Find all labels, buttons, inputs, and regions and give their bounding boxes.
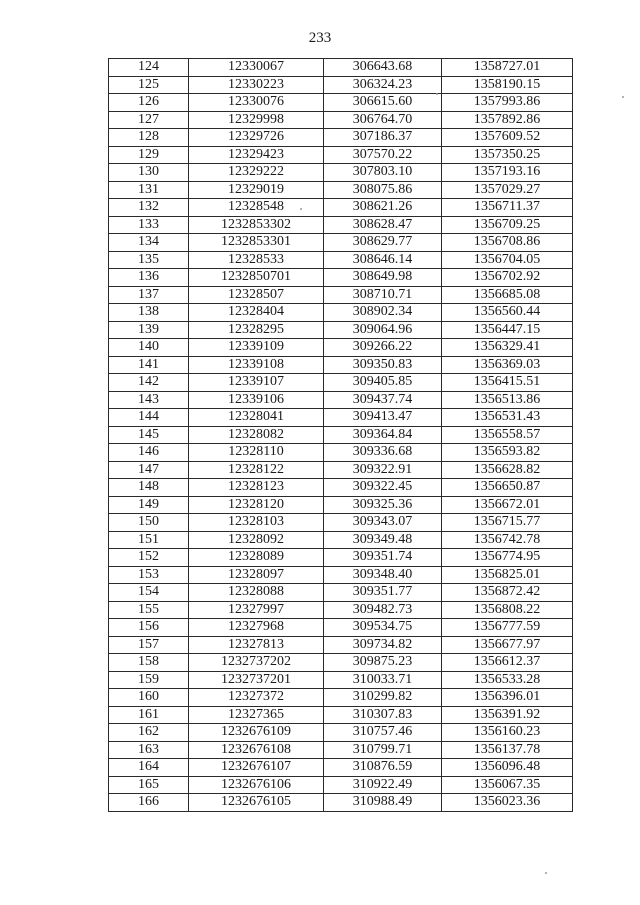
table-row [109, 654, 573, 672]
point-id-cell: 1232676105 [189, 794, 324, 812]
table-row [109, 566, 573, 584]
table-row [109, 181, 573, 199]
point-number-cell: 137 [109, 286, 189, 304]
y-coordinate-cell: 1356774.95 [442, 549, 573, 567]
table-row [109, 794, 573, 812]
point-id-cell: 12327997 [189, 601, 324, 619]
x-coordinate-cell: 309405.85 [324, 374, 442, 392]
y-coordinate-cell: 1356329.41 [442, 339, 573, 357]
point-number-cell: 152 [109, 549, 189, 567]
point-id-cell: 12328123 [189, 479, 324, 497]
point-number-cell: 136 [109, 269, 189, 287]
x-coordinate-cell: 309336.68 [324, 444, 442, 462]
point-number-cell: 153 [109, 566, 189, 584]
point-number-cell: 160 [109, 689, 189, 707]
table-row [109, 321, 573, 339]
x-coordinate-cell: 309437.74 [324, 391, 442, 409]
scan-speck [545, 872, 547, 874]
y-coordinate-cell: 1356677.97 [442, 636, 573, 654]
y-coordinate-cell: 1356702.92 [442, 269, 573, 287]
x-coordinate-cell: 310988.49 [324, 794, 442, 812]
y-coordinate-cell: 1356825.01 [442, 566, 573, 584]
scan-speck [436, 93, 438, 95]
point-number-cell: 158 [109, 654, 189, 672]
x-coordinate-cell: 310876.59 [324, 759, 442, 777]
point-number-cell: 129 [109, 146, 189, 164]
point-number-cell: 140 [109, 339, 189, 357]
point-id-cell: 1232850701 [189, 269, 324, 287]
y-coordinate-cell: 1356391.92 [442, 706, 573, 724]
y-coordinate-cell: 1357193.16 [442, 164, 573, 182]
point-number-cell: 124 [109, 59, 189, 77]
point-number-cell: 141 [109, 356, 189, 374]
point-id-cell: 12339109 [189, 339, 324, 357]
coordinates-table [108, 58, 573, 812]
x-coordinate-cell: 308646.14 [324, 251, 442, 269]
table-row [109, 304, 573, 322]
table-row [109, 584, 573, 602]
point-number-cell: 134 [109, 234, 189, 252]
point-id-cell: 12330223 [189, 76, 324, 94]
point-number-cell: 163 [109, 741, 189, 759]
point-number-cell: 133 [109, 216, 189, 234]
x-coordinate-cell: 310757.46 [324, 724, 442, 742]
y-coordinate-cell: 1356513.86 [442, 391, 573, 409]
point-id-cell: 12327813 [189, 636, 324, 654]
point-id-cell: 12329726 [189, 129, 324, 147]
y-coordinate-cell: 1356137.78 [442, 741, 573, 759]
point-id-cell: 12328507 [189, 286, 324, 304]
point-id-cell: 1232676109 [189, 724, 324, 742]
x-coordinate-cell: 308628.47 [324, 216, 442, 234]
x-coordinate-cell: 308649.98 [324, 269, 442, 287]
table-row [109, 251, 573, 269]
y-coordinate-cell: 1356160.23 [442, 724, 573, 742]
table-row [109, 619, 573, 637]
point-id-cell: 12328533 [189, 251, 324, 269]
point-id-cell: 12328082 [189, 426, 324, 444]
point-number-cell: 150 [109, 514, 189, 532]
point-number-cell: 127 [109, 111, 189, 129]
point-number-cell: 135 [109, 251, 189, 269]
point-number-cell: 128 [109, 129, 189, 147]
x-coordinate-cell: 309350.83 [324, 356, 442, 374]
table-row [109, 426, 573, 444]
y-coordinate-cell: 1356650.87 [442, 479, 573, 497]
table-row [109, 111, 573, 129]
table-row [109, 479, 573, 497]
point-id-cell: 12328097 [189, 566, 324, 584]
point-id-cell: 1232853302 [189, 216, 324, 234]
x-coordinate-cell: 309364.84 [324, 426, 442, 444]
point-id-cell: 1232737201 [189, 671, 324, 689]
point-id-cell: 1232676108 [189, 741, 324, 759]
point-id-cell: 12330067 [189, 59, 324, 77]
point-number-cell: 154 [109, 584, 189, 602]
point-id-cell: 12328041 [189, 409, 324, 427]
point-number-cell: 166 [109, 794, 189, 812]
x-coordinate-cell: 309351.74 [324, 549, 442, 567]
table-row [109, 164, 573, 182]
point-id-cell: 12328120 [189, 496, 324, 514]
table-row [109, 339, 573, 357]
y-coordinate-cell: 1356704.05 [442, 251, 573, 269]
y-coordinate-cell: 1358727.01 [442, 59, 573, 77]
point-id-cell: 12328103 [189, 514, 324, 532]
point-id-cell: 12327968 [189, 619, 324, 637]
point-id-cell: 12329998 [189, 111, 324, 129]
y-coordinate-cell: 1357029.27 [442, 181, 573, 199]
x-coordinate-cell: 310922.49 [324, 776, 442, 794]
table-row [109, 724, 573, 742]
point-number-cell: 125 [109, 76, 189, 94]
table-row [109, 76, 573, 94]
point-id-cell: 12328295 [189, 321, 324, 339]
point-number-cell: 139 [109, 321, 189, 339]
point-number-cell: 149 [109, 496, 189, 514]
y-coordinate-cell: 1356628.82 [442, 461, 573, 479]
y-coordinate-cell: 1356096.48 [442, 759, 573, 777]
y-coordinate-cell: 1356369.03 [442, 356, 573, 374]
point-id-cell: 12329222 [189, 164, 324, 182]
x-coordinate-cell: 310307.83 [324, 706, 442, 724]
y-coordinate-cell: 1356593.82 [442, 444, 573, 462]
table-row [109, 636, 573, 654]
y-coordinate-cell: 1356708.86 [442, 234, 573, 252]
point-id-cell: 1232737202 [189, 654, 324, 672]
x-coordinate-cell: 310799.71 [324, 741, 442, 759]
x-coordinate-cell: 307186.37 [324, 129, 442, 147]
point-number-cell: 143 [109, 391, 189, 409]
point-number-cell: 148 [109, 479, 189, 497]
y-coordinate-cell: 1356533.28 [442, 671, 573, 689]
point-number-cell: 146 [109, 444, 189, 462]
table-row [109, 689, 573, 707]
x-coordinate-cell: 309534.75 [324, 619, 442, 637]
coordinates-table-body [109, 59, 573, 812]
x-coordinate-cell: 309322.91 [324, 461, 442, 479]
x-coordinate-cell: 308621.26 [324, 199, 442, 217]
y-coordinate-cell: 1356808.22 [442, 601, 573, 619]
x-coordinate-cell: 306764.70 [324, 111, 442, 129]
y-coordinate-cell: 1357892.86 [442, 111, 573, 129]
y-coordinate-cell: 1357350.25 [442, 146, 573, 164]
table-row [109, 391, 573, 409]
x-coordinate-cell: 309322.45 [324, 479, 442, 497]
table-row [109, 514, 573, 532]
table-row [109, 409, 573, 427]
point-id-cell: 12328092 [189, 531, 324, 549]
point-id-cell: 1232676107 [189, 759, 324, 777]
x-coordinate-cell: 310299.82 [324, 689, 442, 707]
table-row [109, 199, 573, 217]
scan-speck [300, 208, 302, 210]
table-row [109, 374, 573, 392]
x-coordinate-cell: 307803.10 [324, 164, 442, 182]
x-coordinate-cell: 309348.40 [324, 566, 442, 584]
x-coordinate-cell: 309875.23 [324, 654, 442, 672]
table-row [109, 549, 573, 567]
page-number: 233 [308, 30, 332, 46]
table-row [109, 269, 573, 287]
x-coordinate-cell: 309734.82 [324, 636, 442, 654]
y-coordinate-cell: 1357993.86 [442, 94, 573, 112]
x-coordinate-cell: 308629.77 [324, 234, 442, 252]
y-coordinate-cell: 1356742.78 [442, 531, 573, 549]
point-number-cell: 144 [109, 409, 189, 427]
table-row [109, 356, 573, 374]
point-id-cell: 12328122 [189, 461, 324, 479]
point-id-cell: 12327365 [189, 706, 324, 724]
point-number-cell: 132 [109, 199, 189, 217]
y-coordinate-cell: 1356709.25 [442, 216, 573, 234]
y-coordinate-cell: 1356777.59 [442, 619, 573, 637]
point-id-cell: 12328088 [189, 584, 324, 602]
table-row [109, 286, 573, 304]
table-row [109, 444, 573, 462]
x-coordinate-cell: 309325.36 [324, 496, 442, 514]
point-id-cell: 12339108 [189, 356, 324, 374]
x-coordinate-cell: 308902.34 [324, 304, 442, 322]
y-coordinate-cell: 1356447.15 [442, 321, 573, 339]
table-row [109, 531, 573, 549]
x-coordinate-cell: 309343.07 [324, 514, 442, 532]
x-coordinate-cell: 306615.60 [324, 94, 442, 112]
x-coordinate-cell: 308710.71 [324, 286, 442, 304]
y-coordinate-cell: 1356715.77 [442, 514, 573, 532]
y-coordinate-cell: 1358190.15 [442, 76, 573, 94]
table-row [109, 671, 573, 689]
x-coordinate-cell: 309064.96 [324, 321, 442, 339]
point-number-cell: 157 [109, 636, 189, 654]
point-id-cell: 12328110 [189, 444, 324, 462]
point-id-cell: 12339106 [189, 391, 324, 409]
x-coordinate-cell: 308075.86 [324, 181, 442, 199]
x-coordinate-cell: 309413.47 [324, 409, 442, 427]
table-row [109, 601, 573, 619]
table-row [109, 776, 573, 794]
point-number-cell: 126 [109, 94, 189, 112]
y-coordinate-cell: 1356023.36 [442, 794, 573, 812]
point-id-cell: 12330076 [189, 94, 324, 112]
y-coordinate-cell: 1356396.01 [442, 689, 573, 707]
point-number-cell: 131 [109, 181, 189, 199]
table-row [109, 129, 573, 147]
point-number-cell: 165 [109, 776, 189, 794]
y-coordinate-cell: 1356558.57 [442, 426, 573, 444]
y-coordinate-cell: 1356067.35 [442, 776, 573, 794]
table-row [109, 461, 573, 479]
point-id-cell: 12339107 [189, 374, 324, 392]
y-coordinate-cell: 1356415.51 [442, 374, 573, 392]
x-coordinate-cell: 310033.71 [324, 671, 442, 689]
y-coordinate-cell: 1356672.01 [442, 496, 573, 514]
point-id-cell: 1232676106 [189, 776, 324, 794]
table-row [109, 741, 573, 759]
point-id-cell: 12328548 [189, 199, 324, 217]
y-coordinate-cell: 1356612.37 [442, 654, 573, 672]
point-number-cell: 155 [109, 601, 189, 619]
y-coordinate-cell: 1356872.42 [442, 584, 573, 602]
point-id-cell: 1232853301 [189, 234, 324, 252]
y-coordinate-cell: 1356685.08 [442, 286, 573, 304]
point-number-cell: 147 [109, 461, 189, 479]
table-row [109, 94, 573, 112]
point-id-cell: 12328089 [189, 549, 324, 567]
point-number-cell: 138 [109, 304, 189, 322]
point-id-cell: 12329423 [189, 146, 324, 164]
x-coordinate-cell: 309351.77 [324, 584, 442, 602]
y-coordinate-cell: 1356560.44 [442, 304, 573, 322]
point-number-cell: 161 [109, 706, 189, 724]
point-number-cell: 162 [109, 724, 189, 742]
point-id-cell: 12327372 [189, 689, 324, 707]
table-row [109, 234, 573, 252]
y-coordinate-cell: 1356531.43 [442, 409, 573, 427]
point-number-cell: 151 [109, 531, 189, 549]
table-row [109, 496, 573, 514]
point-number-cell: 156 [109, 619, 189, 637]
x-coordinate-cell: 309349.48 [324, 531, 442, 549]
scan-speck [622, 96, 624, 98]
x-coordinate-cell: 306324.23 [324, 76, 442, 94]
table-row [109, 59, 573, 77]
x-coordinate-cell: 309482.73 [324, 601, 442, 619]
x-coordinate-cell: 307570.22 [324, 146, 442, 164]
point-number-cell: 164 [109, 759, 189, 777]
point-number-cell: 130 [109, 164, 189, 182]
table-row [109, 146, 573, 164]
point-number-cell: 142 [109, 374, 189, 392]
table-row [109, 759, 573, 777]
table-row [109, 706, 573, 724]
y-coordinate-cell: 1356711.37 [442, 199, 573, 217]
x-coordinate-cell: 306643.68 [324, 59, 442, 77]
point-id-cell: 12329019 [189, 181, 324, 199]
x-coordinate-cell: 309266.22 [324, 339, 442, 357]
point-id-cell: 12328404 [189, 304, 324, 322]
point-number-cell: 159 [109, 671, 189, 689]
y-coordinate-cell: 1357609.52 [442, 129, 573, 147]
table-row [109, 216, 573, 234]
point-number-cell: 145 [109, 426, 189, 444]
